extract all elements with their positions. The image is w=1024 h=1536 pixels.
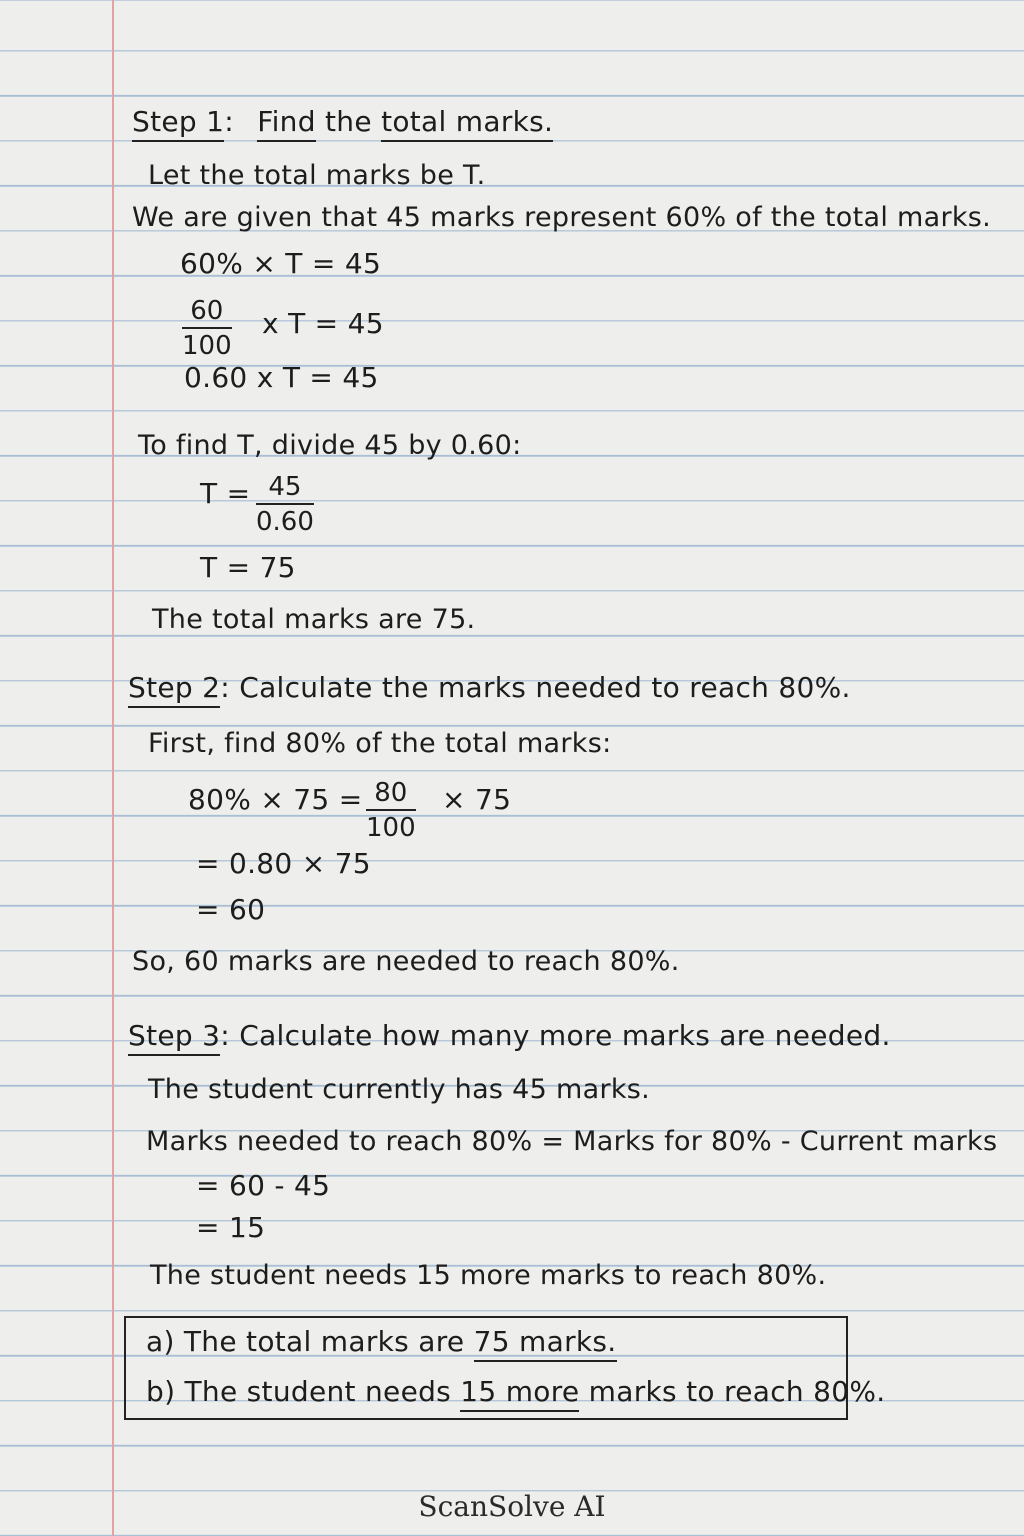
step1-colon: : [224, 105, 235, 138]
step1-eq1: 60% × T = 45 [180, 247, 382, 280]
step1-t-fraction-numerator: 45 [256, 474, 314, 505]
brand-watermark: ScanSolve AI [418, 1490, 606, 1523]
step2-line2: = 0.80 × 75 [196, 847, 371, 880]
step3-current: The student currently has 45 marks. [148, 1074, 651, 1105]
step1-to-find: To find T, divide 45 by 0.60: [138, 430, 522, 461]
step1-eq2: x T = 45 [262, 307, 384, 340]
step1-eq3: 0.60 x T = 45 [184, 361, 379, 394]
answer-b [146, 1375, 886, 1408]
answer-a-value: 75 marks. [474, 1325, 617, 1362]
step1-t-fraction [256, 474, 314, 535]
step1-t-equals: T = [200, 477, 251, 510]
step2-fraction-denominator: 100 [366, 813, 416, 843]
step2-eq-left: 80% × 75 = [188, 783, 363, 816]
step3-line3: = 15 [196, 1211, 266, 1244]
step2-fraction [366, 780, 416, 841]
step1-label: Step 1 [132, 105, 224, 142]
step1-t-fraction-denominator: 0.60 [256, 507, 314, 537]
answer-b-prefix: b) The student needs [146, 1375, 452, 1408]
step1-heading [132, 105, 554, 138]
answer-b-marks: marks [588, 1375, 677, 1408]
step1-fraction-denominator: 100 [182, 331, 232, 361]
step3-formula: Marks needed to reach 80% = Marks for 80% - Current marks [146, 1126, 998, 1157]
answer-b-suffix: to reach 80%. [686, 1375, 886, 1408]
step1-conclusion: The total marks are 75. [152, 604, 476, 635]
step2-conclusion: So, 60 marks are needed to reach 80%. [132, 946, 680, 977]
answer-a-prefix: a) The total marks are [146, 1325, 465, 1358]
step3-label: Step 3 [128, 1019, 220, 1056]
step2-fraction-numerator: 80 [366, 780, 416, 811]
step1-fraction [182, 298, 232, 359]
answer-b-value: 15 more [460, 1375, 579, 1412]
step1-given: We are given that 45 marks represent 60% of the total marks. [132, 202, 992, 233]
answer-a [146, 1325, 617, 1358]
step3-heading [128, 1019, 891, 1052]
step2-title: : Calculate the marks needed to reach 80%. [220, 671, 851, 704]
step3-conclusion: The student needs 15 more marks to reach 80%. [150, 1260, 827, 1291]
step1-let: Let the total marks be T. [148, 160, 486, 191]
step3-line2: = 60 - 45 [196, 1169, 331, 1202]
step1-title-the: the [325, 105, 372, 138]
step2-first: First, find 80% of the total marks: [148, 728, 612, 759]
step2-label: Step 2 [128, 671, 220, 708]
step1-title-total-marks: total marks. [381, 105, 553, 142]
step1-title-find: Find [257, 105, 316, 142]
step3-title: : Calculate how many more marks are needed. [220, 1019, 891, 1052]
step1-fraction-numerator: 60 [182, 298, 232, 329]
step2-heading [128, 671, 851, 704]
step2-eq-right: × 75 [442, 783, 512, 816]
step2-line3: = 60 [196, 893, 266, 926]
step1-t-result: T = 75 [200, 551, 296, 584]
notebook-margin-line [112, 0, 114, 1536]
